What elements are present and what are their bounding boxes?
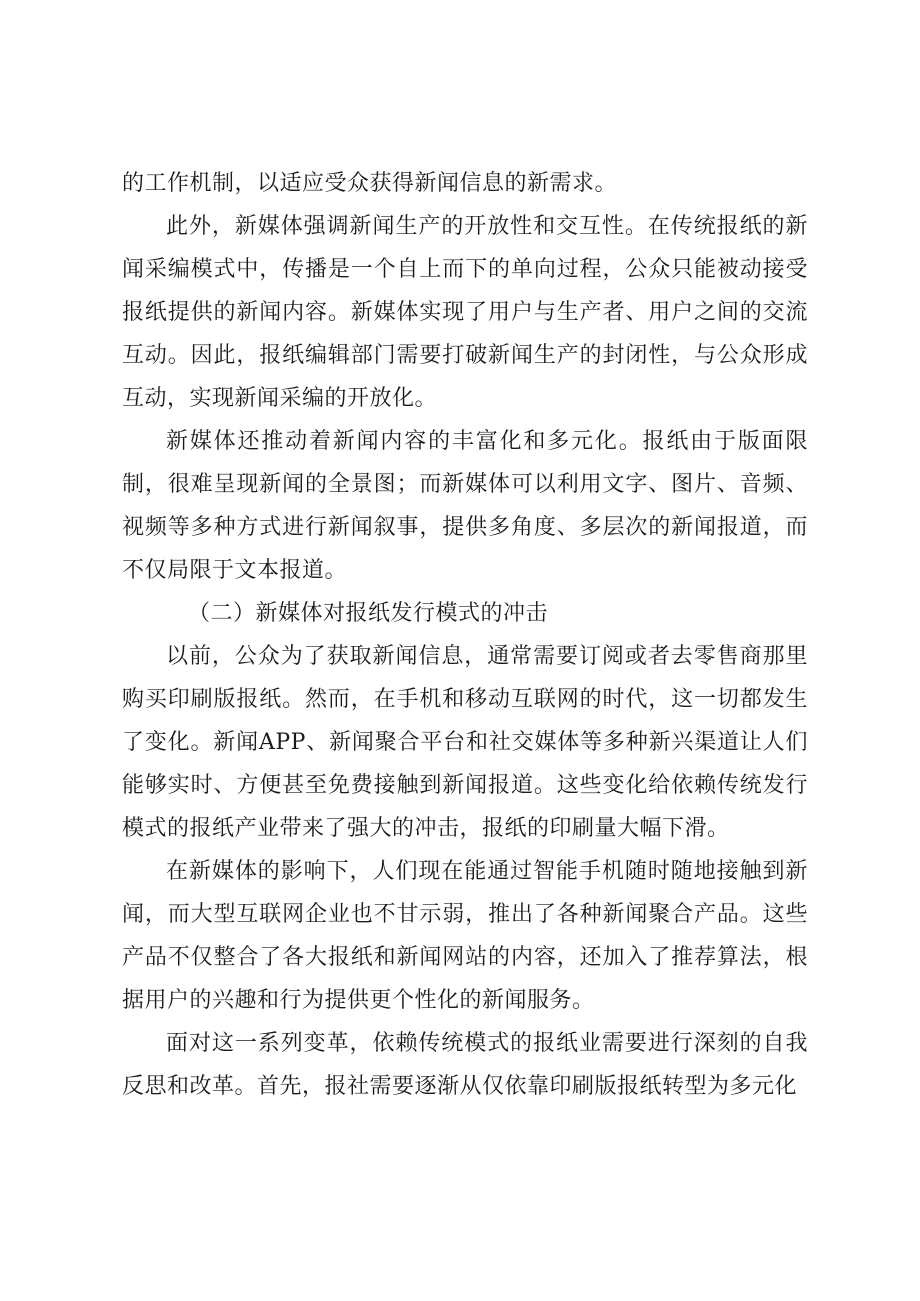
section-heading: （二）新媒体对报纸发行模式的冲击 (188, 601, 549, 626)
paragraph-openness-interactivity: 此外，新媒体强调新闻生产的开放性和交互性。在传统报纸的新闻采编模式中，传播是一个自上而下的单向过程，公众只能被动接受报纸提供的新闻内容。新媒体实现了用户与生产者、用户之间的交流互动。因此，报纸编辑部门需要打破新闻生产的封闭性，与公众形成互动，实现新闻采编的开放化。 (122, 214, 808, 411)
paragraph-distribution-impact: 以前，公众为了获取新闻信息，通常需要订阅或者去零售商那里购买印刷版报纸。然而，在手机和移动互联网的时代，这一切都发生了变化。新闻APP、新闻聚合平台和社交媒体等多种新兴渠道让人们能够实时、方便甚至免费接触到新闻报道。这些变化给依赖传统发行模式的报纸产业带来了强大的冲击，报纸的印刷量大幅下滑。 (122, 644, 808, 841)
document-body (122, 162, 808, 1108)
paragraph-continuation: 的工作机制，以适应受众获得新闻信息的新需求。 (122, 171, 618, 196)
paragraph-content-diversification: 新媒体还推动着新闻内容的丰富化和多元化。报纸由于版面限制，很难呈现新闻的全景图；而新媒体可以利用文字、图片、音频、视频等多种方式进行新闻叙事，提供多角度、多层次的新闻报道，而不仅局限于文本报道。 (122, 429, 808, 583)
paragraph-reform: 面对这一系列变革，依赖传统模式的报纸业需要进行深刻的自我反思和改革。首先，报社需要逐渐从仅依靠印刷版报纸转型为多元化 (122, 1031, 808, 1099)
paragraph-news-aggregation: 在新媒体的影响下，人们现在能通过智能手机随时随地接触到新闻，而大型互联网企业也不甘示弱，推出了各种新闻聚合产品。这些产品不仅整合了各大报纸和新闻网站的内容，还加入了推荐算法，根据用户的兴趣和行为提供更个性化的新闻服务。 (122, 859, 808, 1013)
